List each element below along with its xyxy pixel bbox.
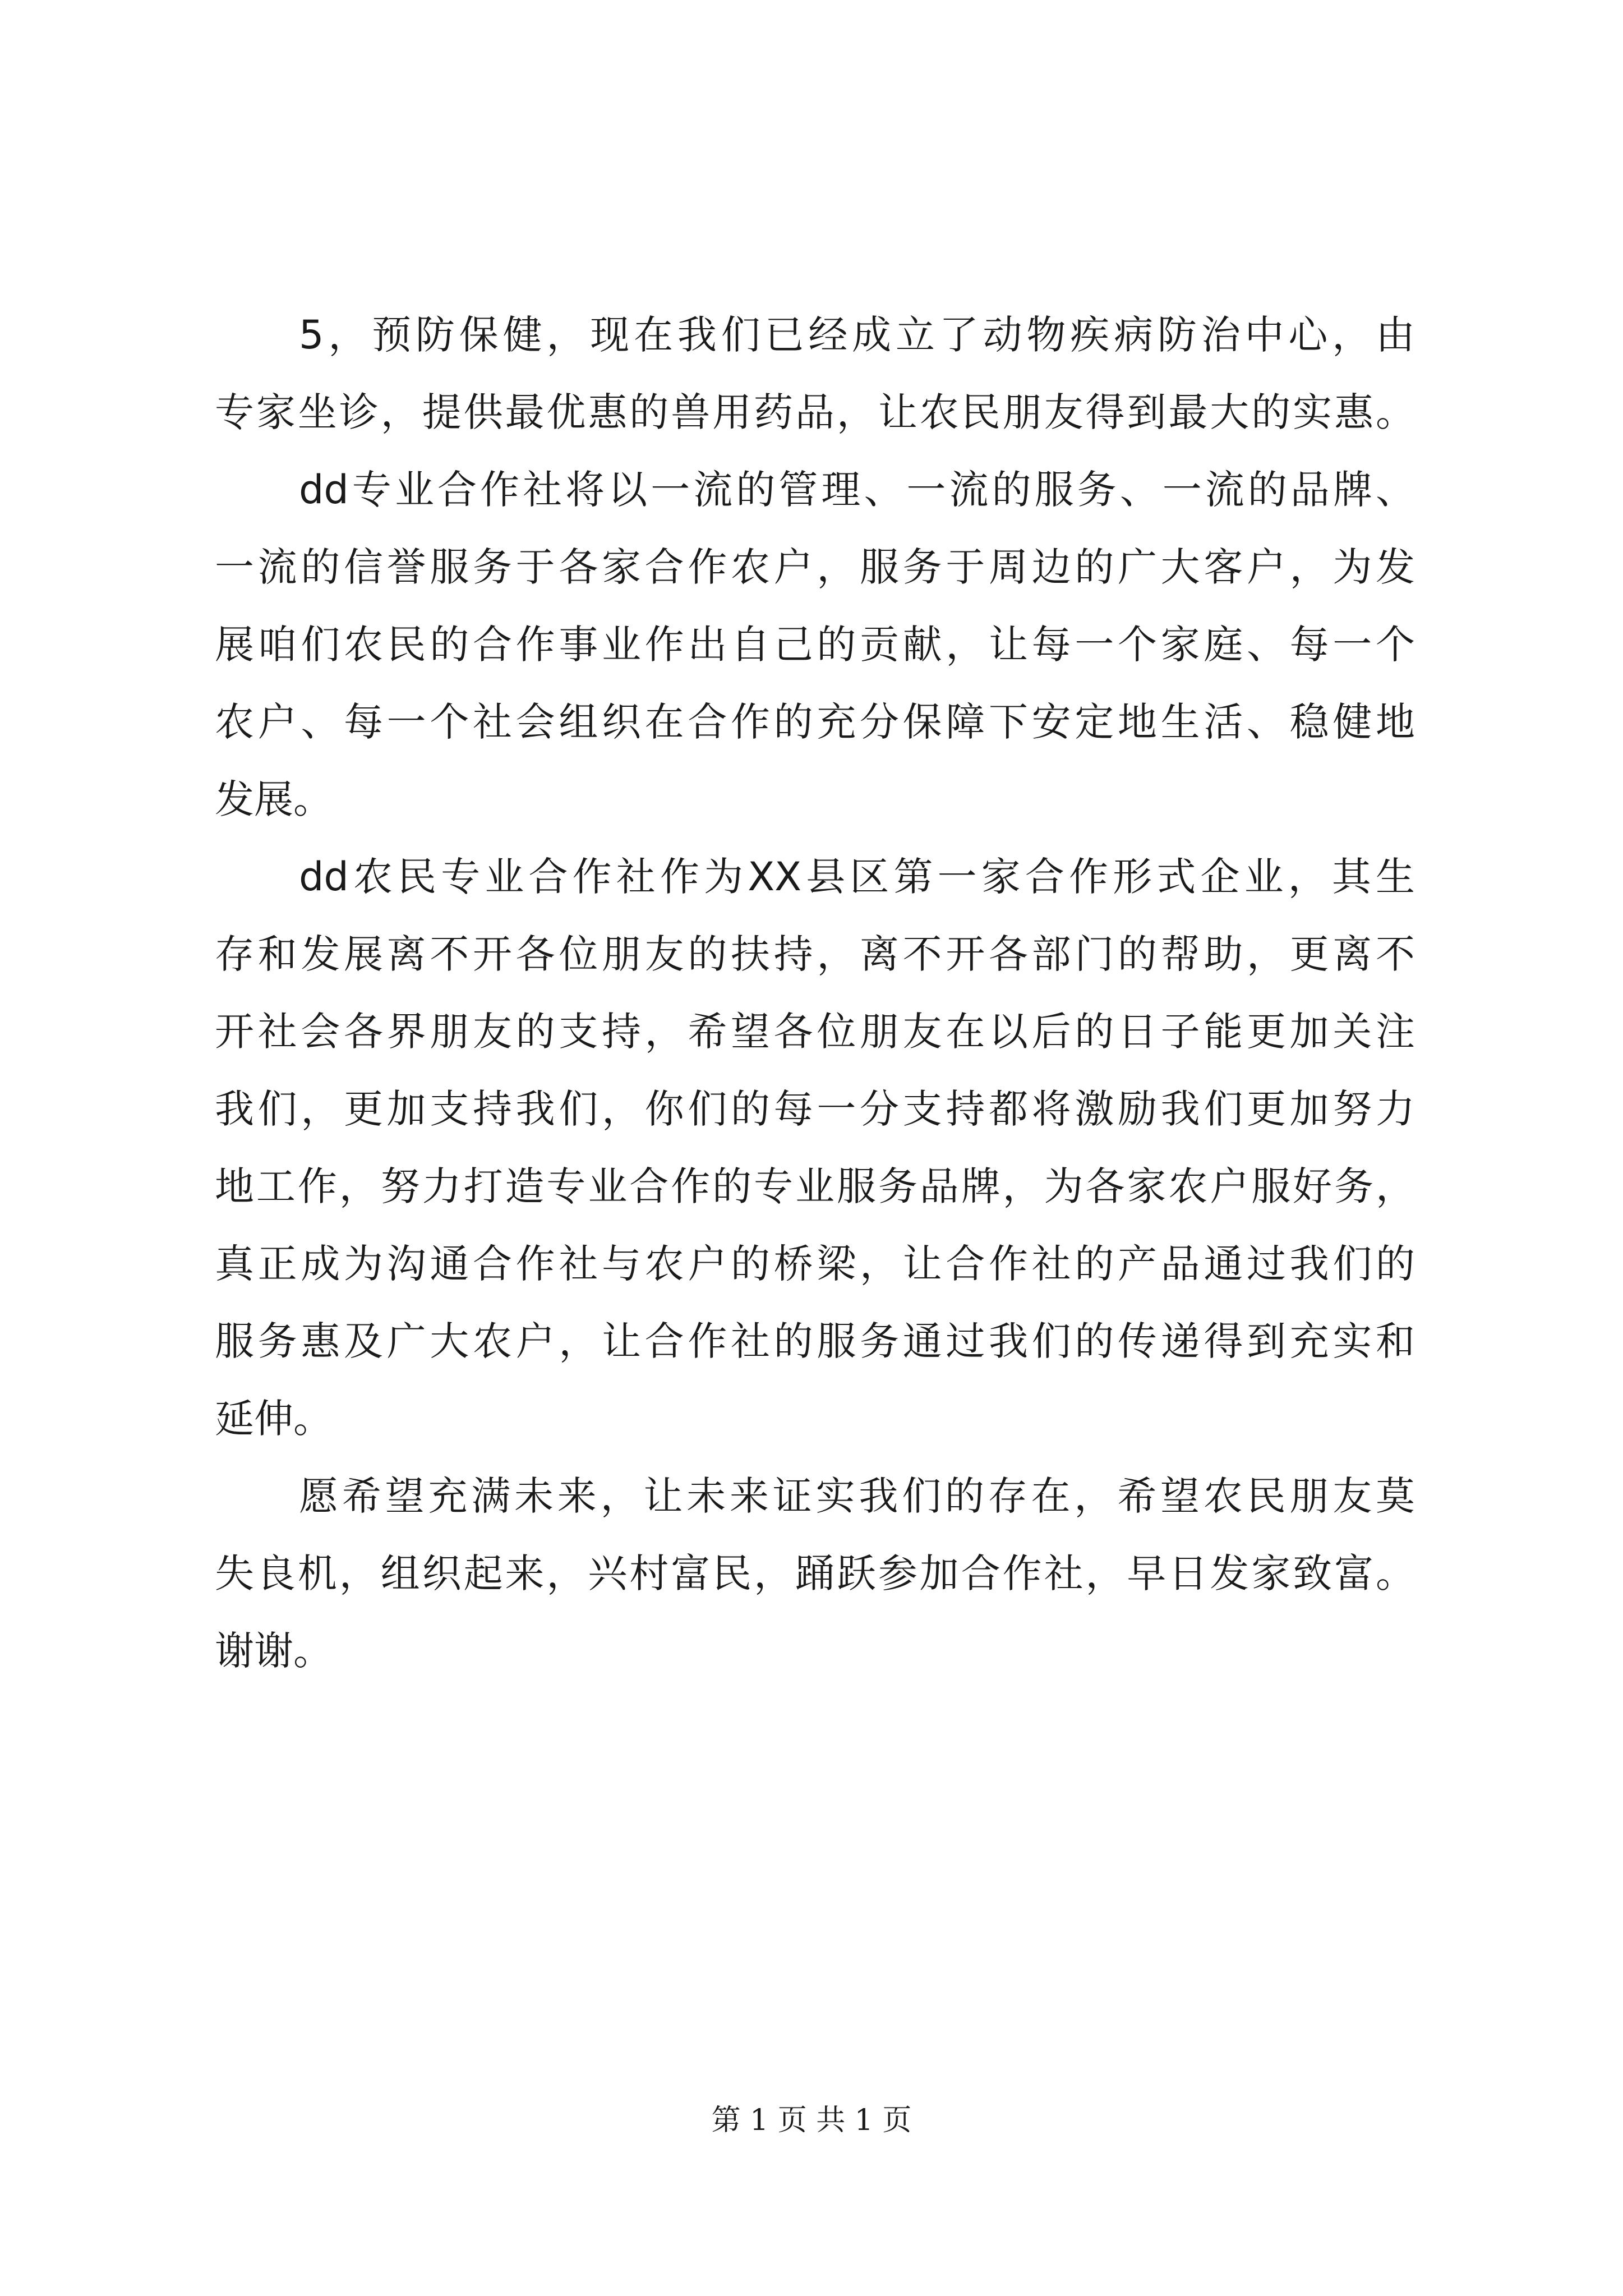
paragraph-1-line-2: 专家坐诊，提供最优惠的兽用药品，让农民朋友得到最大的实惠。: [215, 389, 1415, 435]
paragraph-3-line-3: 开社会各界朋友的支持，希望各位朋友在以后的日子能更加关注: [215, 1009, 1415, 1055]
paragraph-4-line-2: 失良机，组织起来，兴村富民，踊跃参加合作社，早日发家致富。: [215, 1550, 1415, 1596]
paragraph-3-line-2: 存和发展离不开各位朋友的扶持，离不开各部门的帮助，更离不: [215, 931, 1415, 977]
paragraph-2-line-5: 发展。: [215, 776, 333, 822]
paragraph-2-line-4: 农户、每一个社会组织在合作的充分保障下安定地生活、稳健地: [215, 699, 1415, 745]
paragraph-3-line-8: 延伸。: [215, 1396, 333, 1442]
paragraph-2-line-1: dd专业合作社将以一流的管理、一流的服务、一流的品牌、: [299, 467, 1415, 513]
paragraph-1-line-1: 5，预防保健，现在我们已经成立了动物疾病防治中心，由: [299, 312, 1415, 358]
paragraph-4-line-3: 谢谢。: [215, 1628, 333, 1674]
paragraph-3-line-7: 服务惠及广大农户，让合作社的服务通过我们的传递得到充实和: [215, 1318, 1415, 1364]
paragraph-2-line-3: 展咱们农民的合作事业作出自己的贡献，让每一个家庭、每一个: [215, 622, 1415, 668]
paragraph-3-line-5: 地工作，努力打造专业合作的专业服务品牌，为各家农户服好务，: [215, 1163, 1415, 1209]
paragraph-4-line-1: 愿希望充满未来，让未来证实我们的存在，希望农民朋友莫: [299, 1473, 1415, 1519]
paragraph-3-line-4: 我们，更加支持我们，你们的每一分支持都将激励我们更加努力: [215, 1086, 1415, 1132]
paragraph-2-line-2: 一流的信誉服务于各家合作农户，服务于周边的广大客户，为发: [215, 544, 1415, 590]
paragraph-3-line-6: 真正成为沟通合作社与农户的桥梁，让合作社的产品通过我们的: [215, 1241, 1415, 1287]
document-body: [215, 296, 1415, 1690]
paragraph-3-line-1: dd农民专业合作社作为XX县区第一家合作形式企业，其生: [299, 854, 1415, 900]
page-number-footer: 第 1 页 共 1 页: [711, 2104, 912, 2137]
